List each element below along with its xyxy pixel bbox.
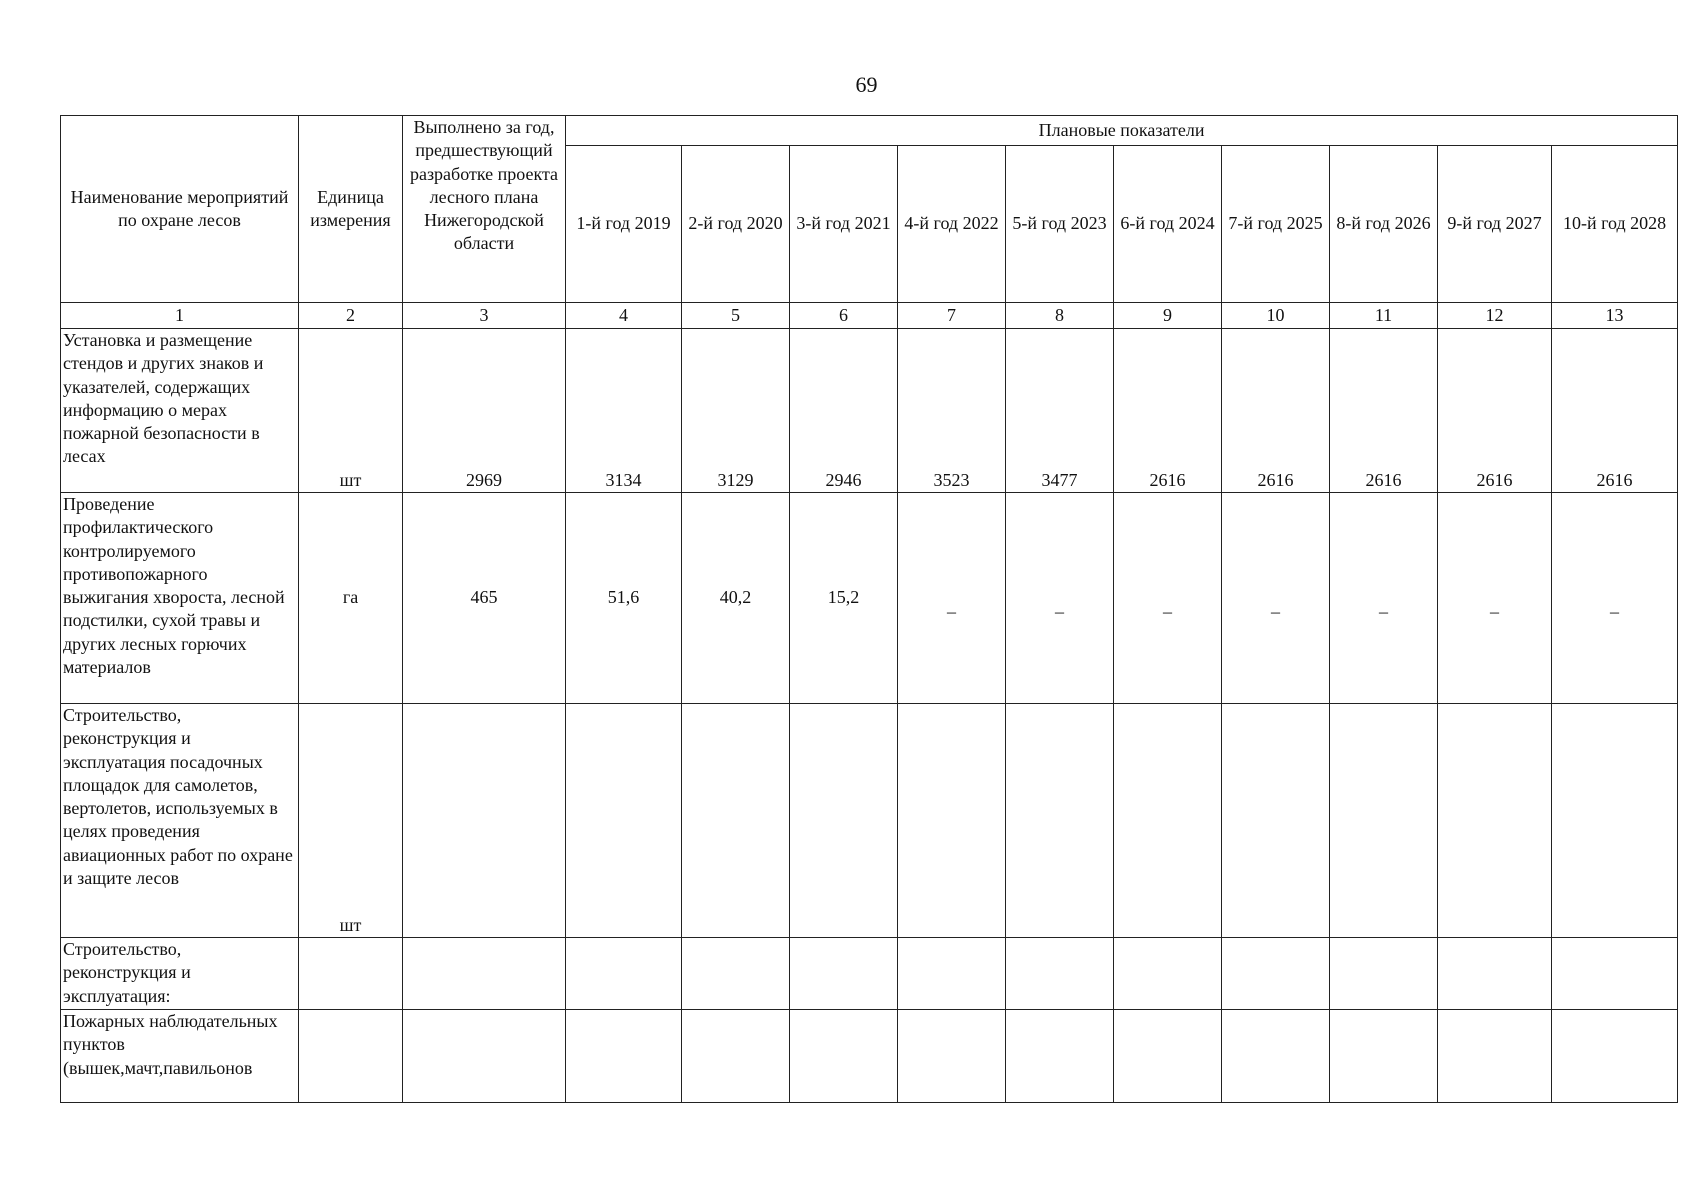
row-value: 15,2 xyxy=(790,493,898,704)
row-value: 2616 xyxy=(1552,329,1678,493)
header-year-2: 2-й год 2020 xyxy=(682,146,790,303)
row-value xyxy=(790,704,898,938)
column-number: 4 xyxy=(566,303,682,329)
row-value: _ xyxy=(947,595,956,616)
row-value xyxy=(790,1010,898,1103)
row-value: _ xyxy=(1379,595,1388,616)
header-year-3: 3-й год 2021 xyxy=(790,146,898,303)
row-value xyxy=(682,938,790,1010)
row-unit: шт xyxy=(299,704,403,938)
row-value: 51,6 xyxy=(566,493,682,704)
column-number: 10 xyxy=(1222,303,1330,329)
row-unit: га xyxy=(299,493,403,704)
header-year-9: 9-й год 2027 xyxy=(1438,146,1552,303)
column-number: 5 xyxy=(682,303,790,329)
row-value xyxy=(682,1010,790,1103)
row-value: 2616 xyxy=(1114,329,1222,493)
row-value xyxy=(898,1010,1006,1103)
row-value: _ xyxy=(1490,595,1499,616)
row-name: Установка и размещение стендов и других знаков и указателей, содержащих информацию о мерах пожарной безопасности в лесах xyxy=(61,329,299,493)
row-value: _ xyxy=(1163,595,1172,616)
row-done: 465 xyxy=(403,493,566,704)
column-number: 6 xyxy=(790,303,898,329)
row-value: _ xyxy=(1271,595,1280,616)
row-done xyxy=(403,1010,566,1103)
header-year-5: 5-й год 2023 xyxy=(1006,146,1114,303)
row-value xyxy=(1552,704,1678,938)
row-value: 40,2 xyxy=(682,493,790,704)
row-done xyxy=(403,938,566,1010)
header-year-10: 10-й год 2028 xyxy=(1552,146,1678,303)
row-value xyxy=(1438,704,1552,938)
header-plan: Плановые показатели xyxy=(566,116,1678,146)
row-value xyxy=(1330,938,1438,1010)
row-value xyxy=(1222,938,1330,1010)
column-number: 8 xyxy=(1006,303,1114,329)
row-value xyxy=(1006,1010,1114,1103)
row-value xyxy=(1330,1010,1438,1103)
row-value: 3523 xyxy=(898,329,1006,493)
table-row xyxy=(61,704,1678,938)
table-row xyxy=(61,1010,1678,1103)
row-unit xyxy=(299,938,403,1010)
row-value xyxy=(1006,938,1114,1010)
header-name: Наименование мероприятий по охране лесов xyxy=(61,116,299,303)
forest-protection-table xyxy=(60,115,1678,1103)
row-value xyxy=(1006,704,1114,938)
column-number: 9 xyxy=(1114,303,1222,329)
row-value xyxy=(1114,704,1222,938)
row-value xyxy=(1552,938,1678,1010)
row-value xyxy=(1438,1010,1552,1103)
row-value xyxy=(566,1010,682,1103)
row-value: 3134 xyxy=(566,329,682,493)
row-unit: шт xyxy=(299,329,403,493)
row-value xyxy=(566,704,682,938)
row-value xyxy=(682,704,790,938)
row-name: Пожарных наблюдательных пунктов (вышек,мачт,павильонов xyxy=(61,1010,299,1103)
row-value: 2946 xyxy=(790,329,898,493)
row-value xyxy=(1114,938,1222,1010)
row-value: _ xyxy=(1055,595,1064,616)
row-value xyxy=(1438,938,1552,1010)
column-number: 13 xyxy=(1552,303,1678,329)
row-name: Строительство, реконструкция и эксплуатация посадочных площадок для самолетов, вертолетов, используемых в целях проведения авиационных работ по охране и защите лесов xyxy=(61,704,299,938)
row-value: 3129 xyxy=(682,329,790,493)
row-value xyxy=(898,938,1006,1010)
row-value: _ xyxy=(1610,595,1620,616)
header-year-7: 7-й год 2025 xyxy=(1222,146,1330,303)
header-year-8: 8-й год 2026 xyxy=(1330,146,1438,303)
row-value xyxy=(1330,704,1438,938)
header-year-6: 6-й год 2024 xyxy=(1114,146,1222,303)
row-value: 2616 xyxy=(1330,329,1438,493)
column-number: 2 xyxy=(299,303,403,329)
row-name: Строительство, реконструкция и эксплуатация: xyxy=(61,938,299,1010)
table-row xyxy=(61,329,1678,493)
row-value xyxy=(1222,1010,1330,1103)
header-year-4: 4-й год 2022 xyxy=(898,146,1006,303)
row-value: 3477 xyxy=(1006,329,1114,493)
row-value xyxy=(790,938,898,1010)
row-value xyxy=(898,704,1006,938)
column-number: 11 xyxy=(1330,303,1438,329)
column-number: 1 xyxy=(61,303,299,329)
column-number: 12 xyxy=(1438,303,1552,329)
row-name: Проведение профилактического контролируемого противопожарного выжигания хвороста, лесной подстилки, сухой травы и других лесных горючих материалов xyxy=(61,493,299,704)
row-value xyxy=(1222,704,1330,938)
row-value: 2616 xyxy=(1438,329,1552,493)
row-unit xyxy=(299,1010,403,1103)
column-number: 3 xyxy=(403,303,566,329)
header-done: Выполнено за год, предшествующий разработке проекта лесного плана Нижегородской области xyxy=(403,116,566,303)
page-number: 69 xyxy=(855,72,878,97)
row-value xyxy=(566,938,682,1010)
row-done: 2969 xyxy=(403,329,566,493)
row-value xyxy=(1114,1010,1222,1103)
table-row xyxy=(61,938,1678,1010)
header-year-1: 1-й год 2019 xyxy=(566,146,682,303)
row-value xyxy=(1552,1010,1678,1103)
column-number: 7 xyxy=(898,303,1006,329)
header-unit: Единица измерения xyxy=(299,116,403,303)
table-row xyxy=(61,493,1678,704)
row-value: 2616 xyxy=(1222,329,1330,493)
row-done xyxy=(403,704,566,938)
